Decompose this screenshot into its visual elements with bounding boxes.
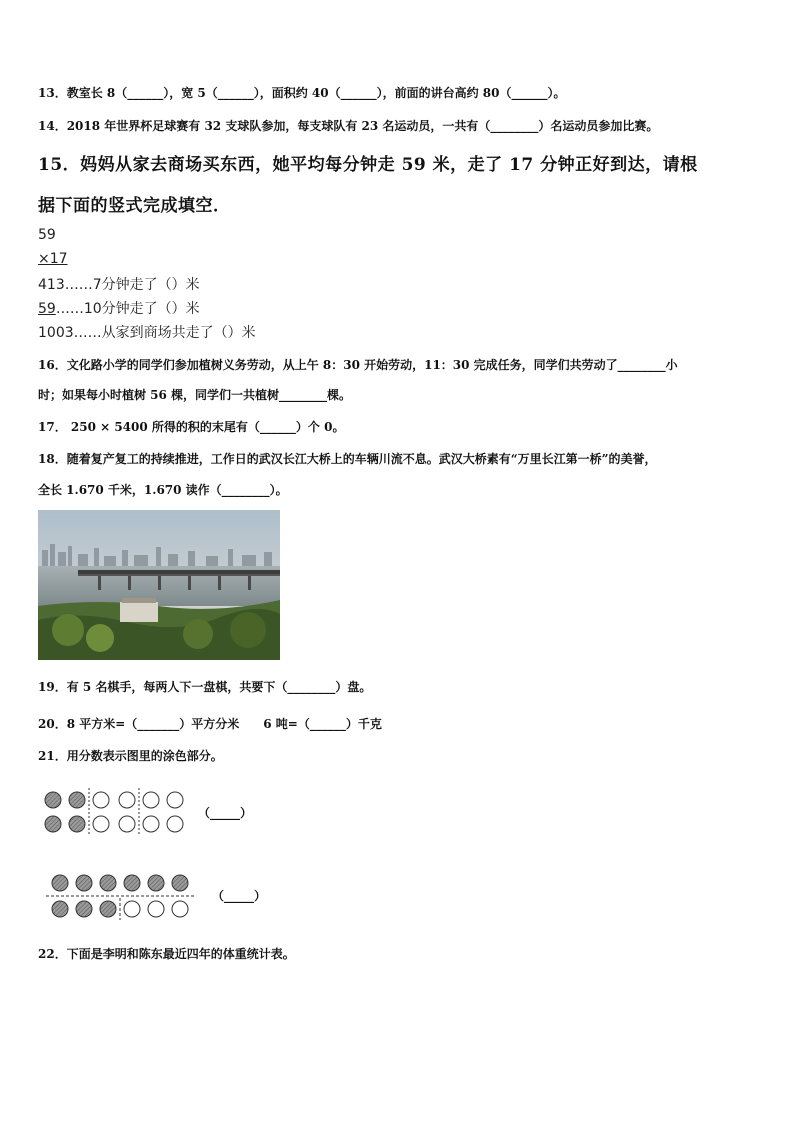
fig2-circle xyxy=(76,901,92,917)
fig2-circle xyxy=(148,901,164,917)
fig2-circle xyxy=(148,875,164,891)
calc-line-2: ×17 xyxy=(38,251,68,267)
q18-text-line1: 18．随着复产复工的持续推进，工作日的武汉长江大桥上的车辆川流不息。武汉大桥素有“万里长江第一桥”的美誉， xyxy=(38,452,657,466)
fig1-circle xyxy=(45,792,61,808)
circles-figure-2-svg xyxy=(44,872,204,922)
q13-text: 13．教室长 8（______），宽 5（______），面积约 40（______），前面的讲台高约 80（______）。 xyxy=(38,86,566,100)
fig2-circle xyxy=(52,875,68,891)
q21-answer-2[interactable]: （_____） xyxy=(212,889,267,903)
fig1-circle xyxy=(143,816,159,832)
calc-line-1: 59 xyxy=(38,227,56,243)
fig1-circle xyxy=(167,792,183,808)
q21-answer-1[interactable]: （_____） xyxy=(198,806,253,820)
fig2-circle xyxy=(172,875,188,891)
q14-text: 14．2018 年世界杯足球赛有 32 支球队参加，每支球队有 23 名运动员，一共有（________）名运动员参加比赛。 xyxy=(38,119,659,133)
q18-text-line2: 全长 1.670 千米，1.670 读作（________）。 xyxy=(38,483,288,497)
calc-line-4-number: 59 xyxy=(38,301,56,317)
fig1-circle xyxy=(69,816,85,832)
q20-text: 20．8 平方米=（_______）平方分米 6 吨=（______）千克 xyxy=(38,717,382,731)
q19-text: 19．有 5 名棋手，每两人下一盘棋，共要下（________）盘。 xyxy=(38,680,372,694)
fig2-circle xyxy=(124,875,140,891)
q22-text: 22．下面是李明和陈东最近四年的体重统计表。 xyxy=(38,947,295,961)
calc-line-5: 1003……从家到商场共走了（）米 xyxy=(38,325,256,341)
wuhan-bridge-photo xyxy=(38,510,280,660)
fig2-circle xyxy=(124,901,140,917)
fig1-circle xyxy=(143,792,159,808)
q21-text: 21．用分数表示图里的涂色部分。 xyxy=(38,749,223,763)
fig1-circle xyxy=(167,816,183,832)
circles-figure-1-svg xyxy=(44,788,194,838)
q16-text-line1: 16．文化路小学的同学们参加植树义务劳动，从上午 8：30 开始劳动，11：30 完成任务，同学们共劳动了________小 xyxy=(38,358,678,372)
calc-line-4 xyxy=(38,298,200,318)
fig1-circle xyxy=(93,792,109,808)
fig1-circle xyxy=(45,816,61,832)
fig1-circle xyxy=(69,792,85,808)
fig2-circle xyxy=(172,901,188,917)
q15-text-line2: 据下面的竖式完成填空． xyxy=(38,196,231,216)
calc-line-4-text: ……10分钟走了（）米 xyxy=(55,301,200,317)
calc-line-3: 413……7分钟走了（）米 xyxy=(38,277,200,293)
q16-text-line2: 时；如果每小时植树 56 棵，同学们一共植树________棵。 xyxy=(38,388,352,402)
fig2-circle xyxy=(76,875,92,891)
fig1-circle xyxy=(93,816,109,832)
fraction-figure-1 xyxy=(44,788,194,842)
fig2-circle xyxy=(100,875,116,891)
fig2-circle xyxy=(52,901,68,917)
q17-text: 17． 250 × 5400 所得的积的末尾有（______）个 0。 xyxy=(38,420,345,434)
bridge-photo-illustration xyxy=(38,510,280,660)
fraction-figure-2 xyxy=(44,872,204,926)
fig1-circle xyxy=(119,816,135,832)
fig2-circle xyxy=(100,901,116,917)
q15-text-line1: 15．妈妈从家去商场买东西，她平均每分钟走 59 米，走了 17 分钟正好到达，请根 xyxy=(38,155,698,175)
fig1-circle xyxy=(119,792,135,808)
